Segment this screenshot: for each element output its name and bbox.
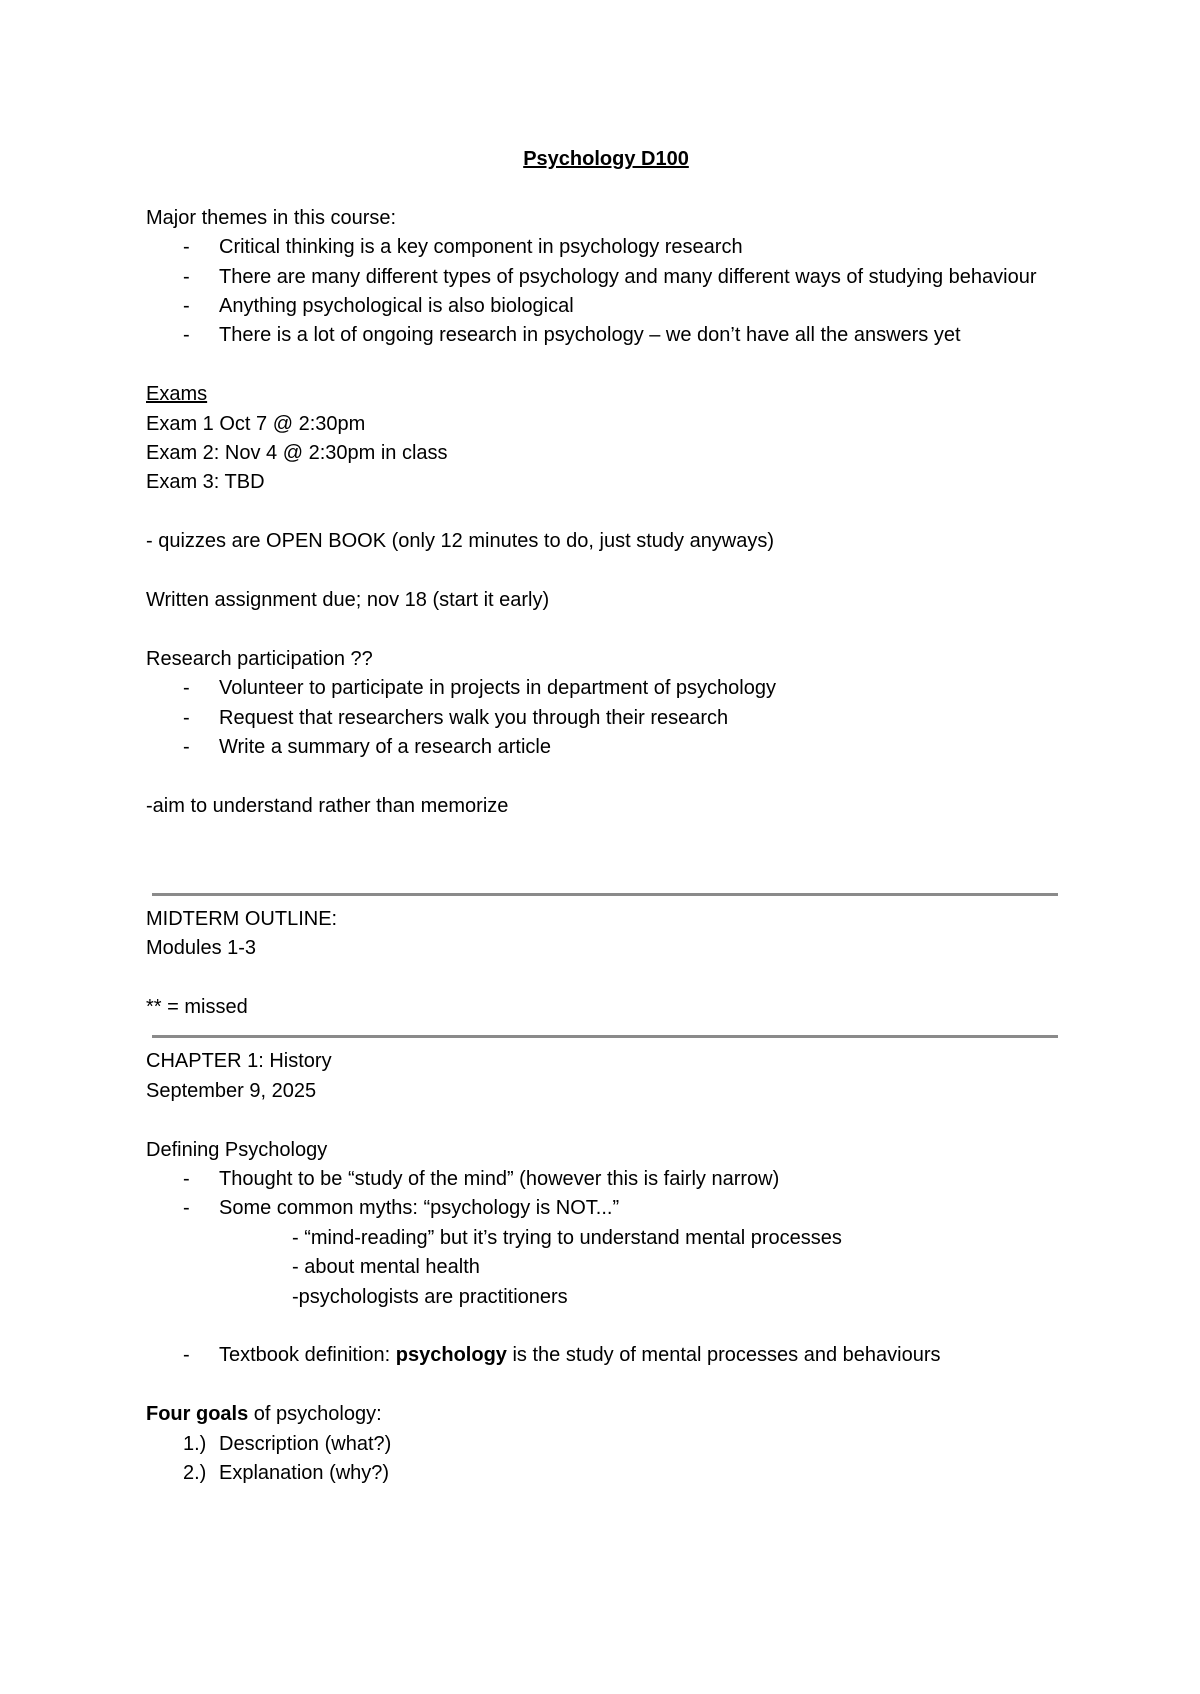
defining-list bbox=[146, 1165, 1066, 1224]
myth-item: - “mind-reading” but it’s trying to understand mental processes bbox=[292, 1226, 842, 1249]
list-item: - Thought to be “study of the mind” (however this is fairly narrow) bbox=[183, 1168, 780, 1190]
goals-heading: Four goals of psychology: bbox=[146, 1403, 382, 1426]
assignment-note: Written assignment due; nov 18 (start it early) bbox=[146, 588, 550, 611]
list-item: - There is a lot of ongoing research in psychology – we don’t have all the answers yet bbox=[183, 324, 961, 347]
horizontal-rule bbox=[152, 1035, 1058, 1038]
chapter-heading: CHAPTER 1: History bbox=[146, 1050, 332, 1073]
themes-list bbox=[146, 233, 1066, 351]
aim-note: -aim to understand rather than memorize bbox=[146, 794, 509, 817]
psychology-term: psychology bbox=[395, 1344, 507, 1367]
missed-legend: ** = missed bbox=[146, 996, 248, 1019]
defining-heading: Defining Psychology bbox=[146, 1138, 328, 1161]
list-item: - Textbook definition: psychology is the study of mental processes and behaviours bbox=[183, 1344, 941, 1367]
research-heading: Research participation ?? bbox=[146, 647, 373, 670]
document-content bbox=[146, 145, 1066, 1488]
list-item: - Anything psychological is also biological bbox=[183, 294, 574, 317]
exam-1-line: Exam 1 Oct 7 @ 2:30pm bbox=[146, 412, 366, 435]
research-list bbox=[146, 674, 1066, 762]
list-item: 2.) Explanation (why?) bbox=[183, 1461, 390, 1484]
list-item: - Critical thinking is a key component in psychology research bbox=[183, 236, 743, 259]
modules-line: Modules 1-3 bbox=[146, 937, 257, 960]
midterm-heading: MIDTERM OUTLINE: bbox=[146, 907, 338, 930]
myth-item: - about mental health bbox=[292, 1256, 480, 1279]
exam-2-line: Exam 2: Nov 4 @ 2:30pm in class bbox=[146, 441, 448, 464]
horizontal-rule bbox=[152, 893, 1058, 896]
exams-heading: Exams bbox=[146, 383, 208, 406]
list-item: - Request that researchers walk you through their research bbox=[183, 706, 729, 729]
quizzes-note: - quizzes are OPEN BOOK (only 12 minutes to do, just study anyways) bbox=[146, 530, 775, 553]
exam-3-line: Exam 3: TBD bbox=[146, 471, 265, 494]
list-item: - Some common myths: “psychology is NOT...” bbox=[183, 1197, 620, 1220]
page-title: Psychology D100 bbox=[523, 148, 689, 170]
list-item: - There are many different types of psychology and many different ways of studying behaviour bbox=[183, 265, 1037, 288]
list-item: 1.) Description (what?) bbox=[183, 1432, 392, 1455]
list-item: - Write a summary of a research article bbox=[183, 735, 551, 758]
goals-list bbox=[146, 1430, 1066, 1489]
chapter-date: September 9, 2025 bbox=[146, 1079, 317, 1102]
list-item: - Volunteer to participate in projects in department of psychology bbox=[183, 677, 776, 700]
themes-heading: Major themes in this course: bbox=[146, 206, 397, 229]
textbook-definition-list bbox=[146, 1341, 1066, 1370]
myth-item: -psychologists are practitioners bbox=[292, 1285, 568, 1308]
